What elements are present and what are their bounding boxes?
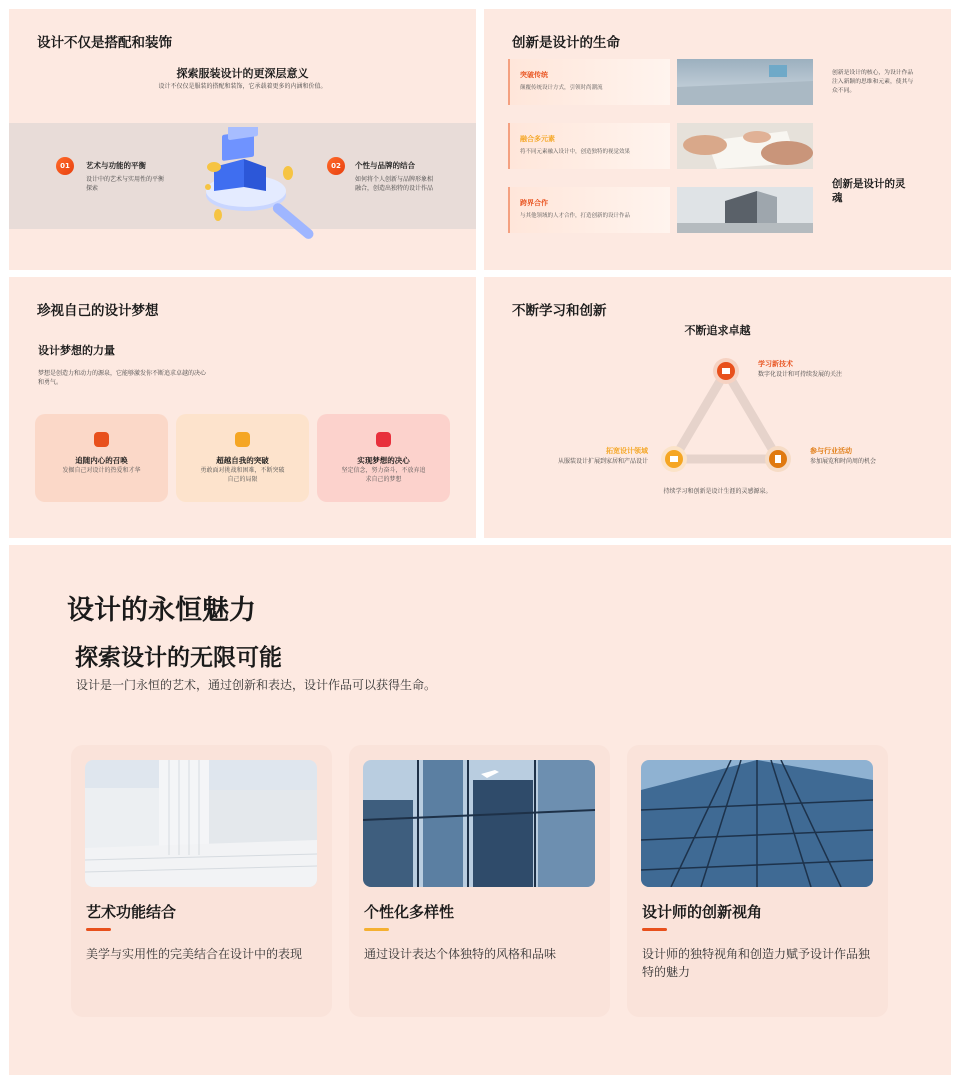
white-building-image [85, 760, 317, 887]
slide-subtitle: 设计梦想的力量 [38, 344, 115, 357]
magnifier-chart-icon [194, 127, 324, 247]
point-title: 艺术与功能的平衡 [86, 161, 146, 170]
card-title: 超越自我的突破 [216, 456, 269, 465]
slide-title: 设计的永恒魅力 [67, 595, 256, 626]
node-title: 学习新技术 [758, 360, 793, 368]
dream-card [35, 414, 168, 502]
modern-building-photo [677, 187, 813, 233]
slide-subtitle: 探索服装设计的更深层意义 [176, 67, 309, 80]
slide-design-dream[interactable] [9, 277, 476, 538]
node-title: 参与行业活动 [810, 447, 852, 455]
slide-innovation-life[interactable] [484, 9, 951, 270]
accent-bar [86, 928, 111, 931]
laptop-icon [722, 368, 730, 374]
card-desc: 设计师的独特视角和创造力赋予设计作品独特的魅力 [642, 947, 871, 979]
card-desc: 坚定信念，努力奋斗，不放弃追 求自己的梦想 [341, 467, 426, 483]
point-number-badge: 01 [56, 157, 74, 175]
message-icon [376, 432, 391, 447]
slide-desc: 设计不仅仅是服装的搭配和装饰，它承载着更多的内涵和价值。 [158, 83, 327, 90]
innovation-row [508, 123, 670, 169]
node-desc: 数字化设计和可持续发展的关注 [758, 371, 843, 378]
card-title: 个性化多样性 [364, 903, 455, 921]
target-icon [235, 432, 250, 447]
slide-eternal-charm[interactable] [9, 545, 951, 1075]
dream-card [317, 414, 450, 502]
slide-desc: 设计是一门永恒的艺术，通过创新和表达，设计作品可以获得生命。 [76, 678, 437, 692]
node-desc: 参加展览和时尚周的机会 [810, 458, 877, 465]
handshake-photo [677, 123, 813, 169]
row-desc: 颠覆传统设计方式，引领时尚潮流 [520, 85, 603, 91]
accent-bar [364, 928, 389, 931]
point-desc: 如何将个人创新与品牌形象相 融合，创造出独特的设计作品 [355, 176, 434, 192]
card-desc: 勇敢面对挑战和困难，不断突破 自己的局限 [200, 467, 285, 483]
side-desc: 创新是设计的核心，为设计作品 注入新颖的思维和元素，使其与 众不同。 [832, 70, 914, 94]
architecture-photo [677, 59, 813, 105]
slide-subtitle: 探索设计的无限可能 [75, 645, 282, 671]
row-title: 融合多元素 [520, 135, 555, 143]
innovation-row [508, 59, 670, 105]
feature-card [349, 745, 610, 1017]
slide-desc: 梦想是创造力和动力的源泉，它能够激发你不断追求卓越的决心 和勇气。 [38, 370, 207, 386]
skyscraper-image [641, 760, 873, 887]
node-title: 拓宽设计领域 [606, 447, 648, 455]
feature-card [71, 745, 332, 1017]
chat-icon [94, 432, 109, 447]
row-title: 跨界合作 [520, 199, 548, 207]
point-desc: 设计中的艺术与实用性的平衡 探索 [86, 176, 165, 192]
card-desc: 发掘自己对设计的热爱和才华 [62, 467, 141, 474]
side-title: 创新是设计的灵 魂 [832, 178, 906, 204]
row-desc: 将不同元素融入设计中，创造独特的视觉效果 [520, 149, 631, 155]
feature-card [627, 745, 888, 1017]
point-title: 个性与品牌的结合 [355, 161, 415, 170]
slide-subtitle: 不断追求卓越 [684, 324, 751, 337]
row-title: 突破传统 [520, 71, 548, 79]
slide-footer: 持续学习和创新是设计生涯的灵感源泉。 [663, 488, 772, 495]
innovation-row [508, 187, 670, 233]
slide-title: 设计不仅是搭配和装饰 [37, 35, 172, 51]
accent-bar [642, 928, 667, 931]
dream-card [176, 414, 309, 502]
mail-icon [670, 456, 678, 462]
slide-learning-innovation[interactable] [484, 277, 951, 538]
card-desc: 美学与实用性的完美结合在设计中的表现 [86, 947, 303, 961]
card-title: 设计师的创新视角 [642, 903, 763, 921]
point-number-badge: 02 [327, 157, 345, 175]
slide-title: 创新是设计的生命 [512, 35, 620, 51]
node-desc: 从服装设计扩展到家居和产品设计 [557, 458, 648, 465]
card-desc: 通过设计表达个体独特的风格和品味 [364, 947, 557, 961]
card-title: 实现梦想的决心 [357, 456, 410, 465]
glass-towers-image [363, 760, 595, 887]
card-title: 追随内心的召唤 [75, 456, 128, 465]
card-title: 艺术功能结合 [86, 903, 177, 921]
slide-title: 不断学习和创新 [512, 303, 607, 319]
row-desc: 与其他领域的人才合作，打造创新的设计作品 [520, 213, 631, 219]
slide-title: 珍视自己的设计梦想 [37, 303, 159, 319]
doc-icon [775, 455, 781, 463]
slide-art-beyond-decoration[interactable] [9, 9, 476, 270]
